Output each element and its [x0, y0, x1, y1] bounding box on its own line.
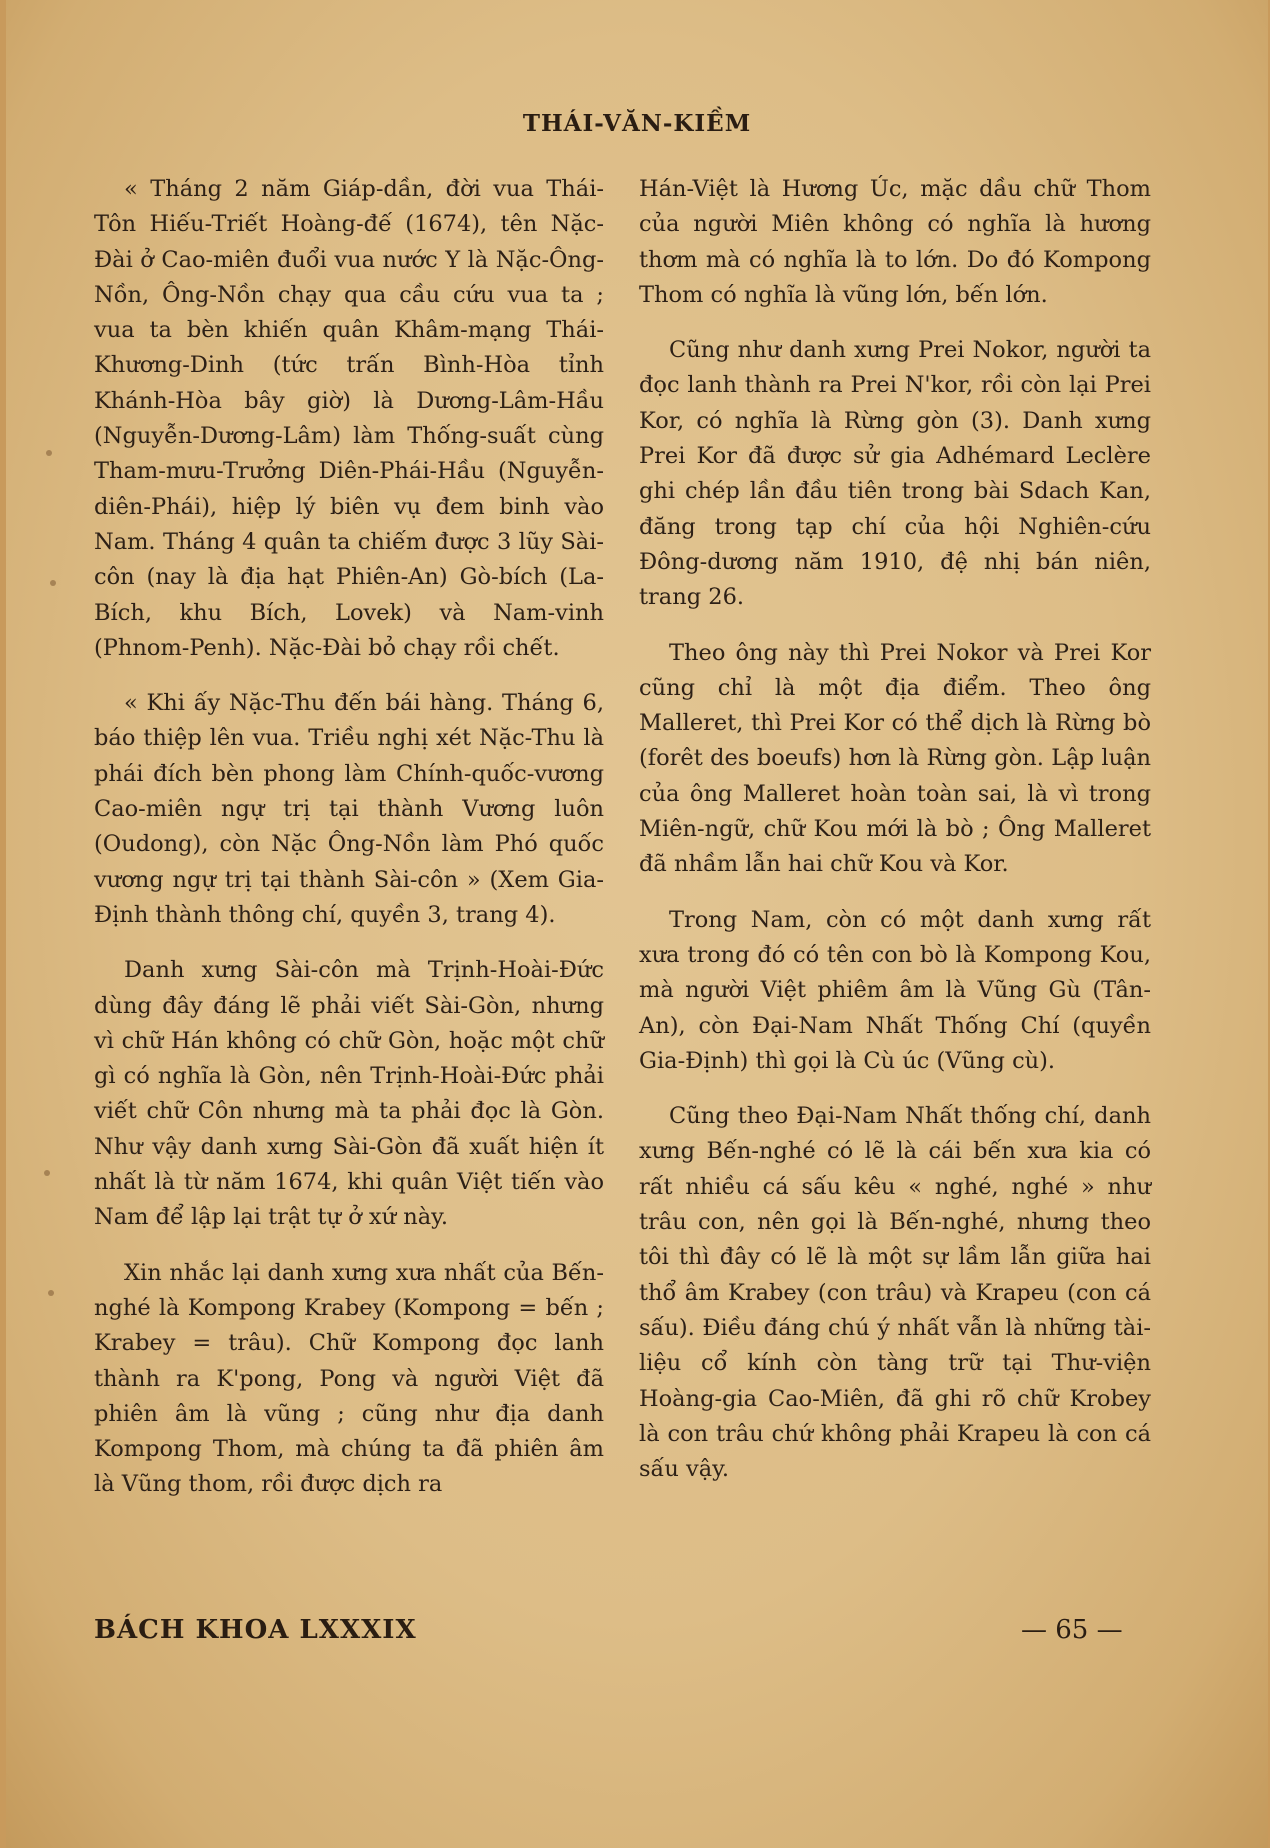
paper-speck — [44, 1170, 50, 1176]
paper-speck — [48, 1290, 54, 1296]
paragraph: Cũng theo Đại-Nam Nhất thống chí, danh xưng Bến-nghé có lẽ là cái bến xưa kia có rất nhiều cá sấu kêu « nghé, nghé » như trâu con, nên gọi là Bến-nghé, nhưng theo tôi thì đây có lẽ là một sự lầm lẫn giữa hai thổ âm Krabey (con trâu) và Krapeu (con cá sấu). Điều đáng chú ý nhất vẫn là những tài-liệu cổ kính còn tàng trữ tại Thư-viện Hoàng-gia Cao-Miên, đã ghi rõ chữ Krobey là con trâu chứ không phải Krapeu là con cá sấu vậy. — [639, 1103, 1151, 1483]
paragraph: Hán-Việt là Hương Úc, mặc dầu chữ Thom của người Miên không có nghĩa là hương thơm mà có nghĩa là to lớn. Do đó Kompong Thom có nghĩa là vũng lớn, bến lớn. — [639, 176, 1151, 308]
paragraph: « Tháng 2 năm Giáp-dần, đời vua Thái-Tôn Hiếu-Triết Hoàng-đế (1674), tên Nặc-Đài ở Cao-miên đuổi vua nước Y là Nặc-Ông-Nồn, Ông-Nồn chạy qua cầu cứu vua ta ; vua ta bèn khiến quân Khâm-mạng Thái-Khương-Dinh (tức trấn Bình-Hòa tỉnh Khánh-Hòa bây giờ) là Dương-Lâm-Hầu (Nguyễn-Dương-Lâm) làm Thống-suất cùng Tham-mưu-Trưởng Diên-Phái-Hầu (Nguyễn-diên-Phái), hiệp lý biên vụ đem binh vào Nam. Tháng 4 quân ta chiếm được 3 lũy Sài-côn (nay là địa hạt Phiên-An) Gò-bích (La-Bích, khu Bích, Lovek) và Nam-vinh (Phnom-Penh). Nặc-Đài bỏ chạy rồi chết. — [94, 176, 604, 661]
paragraph: Theo ông này thì Prei Nokor và Prei Kor cũng chỉ là một địa điểm. Theo ông Malleret, thì Prei Kor có thể dịch là Rừng bò (forêt des boeufs) hơn là Rừng gòn. Lập luận của ông Malleret hoàn toàn sai, là vì trong Miên-ngữ, chữ Kou mới là bò ; Ông Malleret đã nhầm lẫn hai chữ Kou và Kor. — [639, 639, 1151, 878]
paragraph: Xin nhắc lại danh xưng xưa nhất của Bến-nghé là Kompong Krabey (Kompong = bến ; Krabey = trâu). Chữ Kompong đọc lanh thành ra K'pong, Pong và người Việt đã phiên âm là vũng ; cũng như địa danh Kompong Thom, mà chúng ta đã phiên âm là Vũng thom, rồi được dịch ra — [94, 1259, 604, 1498]
right-column — [639, 172, 1151, 1507]
left-column — [94, 172, 604, 1523]
paper-speck — [46, 450, 52, 456]
paragraph: Trong Nam, còn có một danh xưng rất xưa trong đó có tên con bò là Kompong Kou, mà người Việt phiêm âm là Vũng Gù (Tân-An), còn Đại-Nam Nhất Thống Chí (quyền Gia-Định) thì gọi là Cù úc (Vũng cù). — [639, 906, 1151, 1074]
magazine-name: BÁCH KHOA LXXXIX — [94, 1615, 417, 1645]
page-number: — 65 — — [1021, 1615, 1123, 1645]
paragraph: Danh xưng Sài-côn mà Trịnh-Hoài-Đức dùng đây đáng lẽ phải viết Sài-Gòn, nhưng vì chữ Hán không có chữ Gòn, hoặc một chữ gì có nghĩa là Gòn, nên Trịnh-Hoài-Đức phải viết chữ Côn nhưng mà ta phải đọc là Gòn. Như vậy danh xưng Sài-Gòn đã xuất hiện ít nhất là từ năm 1674, khi quân Việt tiến vào Nam để lập lại trật tự ở xứ này. — [94, 957, 604, 1231]
paragraph: Cũng như danh xưng Prei Nokor, người ta đọc lanh thành ra Prei N'kor, rồi còn lại Prei Kor, có nghĩa là Rừng gòn (3). Danh xưng Prei Kor đã được sử gia Adhémard Leclère ghi chép lần đầu tiên trong bài Sdach Kan, đăng trong tạp chí của hội Nghiên-cứu Đông-dương năm 1910, đệ nhị bán niên, trang 26. — [639, 337, 1151, 611]
magazine-page — [6, 0, 1268, 1848]
paper-speck — [50, 580, 56, 586]
paragraph: « Khi ấy Nặc-Thu đến bái hàng. Tháng 6, báo thiệp lên vua. Triều nghị xét Nặc-Thu là phái đích bèn phong làm Chính-quốc-vương Cao-miên ngự trị tại thành Vương luôn (Oudong), còn Nặc Ông-Nồn làm Phó quốc vương ngự trị tại thành Sài-côn » (Xem Gia-Định thành thông chí, quyền 3, trang 4). — [94, 690, 604, 928]
running-header: THÁI-VĂN-KIỀM — [522, 110, 752, 137]
